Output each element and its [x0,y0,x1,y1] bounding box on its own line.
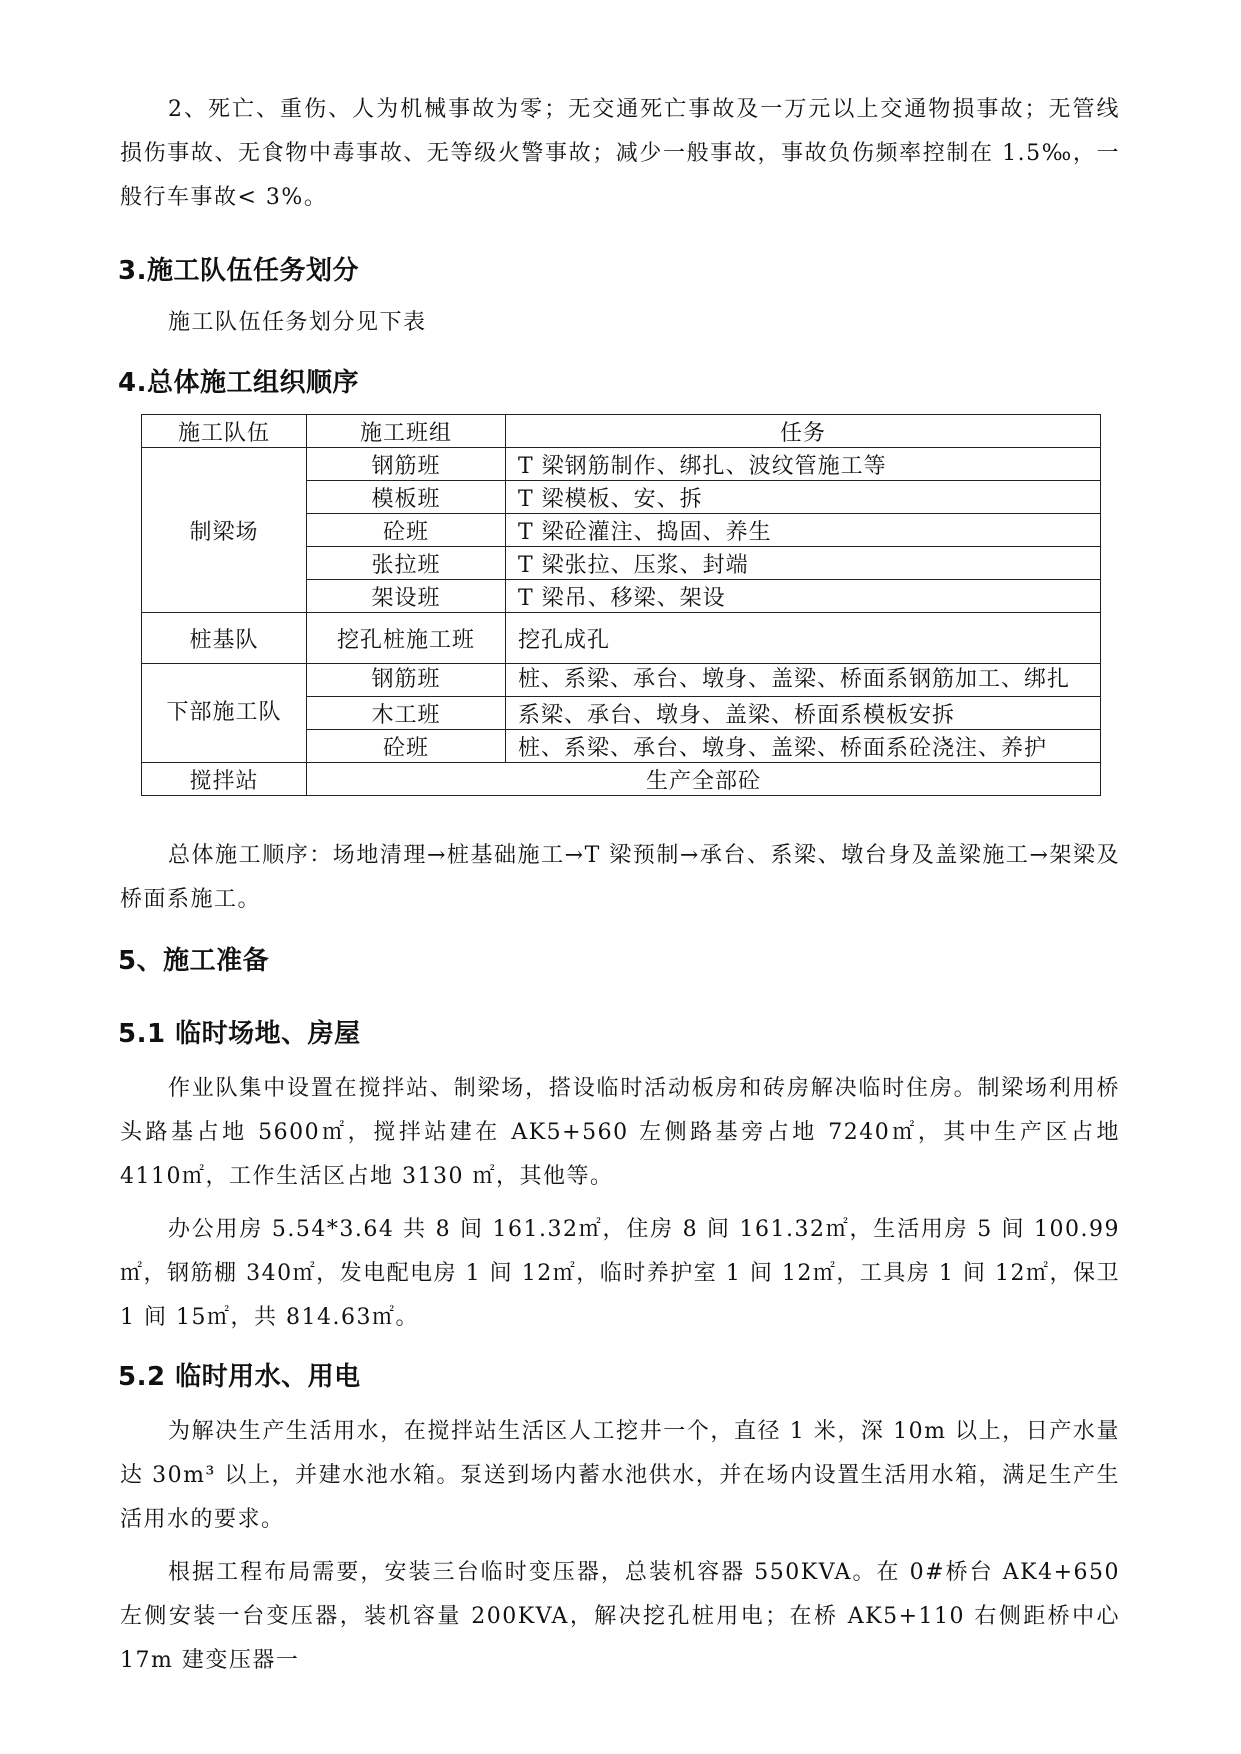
task-cell: T 梁钢筋制作、绑扎、波纹管施工等 [506,448,1101,481]
paragraph-overall-sequence: 总体施工顺序：场地清理→桩基础施工→T 梁预制→承台、系梁、墩台身及盖梁施工→架梁及桥面系施工。 [120,843,1120,912]
group-cell: 模板班 [307,481,506,514]
table-row [142,613,1101,664]
task-cell: T 梁模板、安、拆 [506,481,1101,514]
task-cell: 桩、系梁、承台、墩身、盖梁、桥面系钢筋加工、绑扎 [506,664,1101,697]
table-header-cell: 施工班组 [307,415,506,448]
group-cell: 钢筋班 [307,448,506,481]
group-cell: 钢筋班 [307,664,506,697]
task-cell: 挖孔成孔 [506,613,1101,664]
team-cell: 搅拌站 [142,763,307,796]
task-cell: 桩、系梁、承台、墩身、盖梁、桥面系砼浇注、养护 [506,730,1101,763]
paragraph-buildings: 办公用房 5.54*3.64 共 8 间 161.32㎡，住房 8 间 161.32㎡，生活用房 5 间 100.99㎡，钢筋棚 340㎡，发电配电房 1 间 12㎡，临时养护室 1 间 12㎡，工具房 1 间 12㎡，保卫 1 间 15㎡，共 814.63㎡。 [120,1217,1120,1330]
table-header-cell: 施工队伍 [142,415,307,448]
heading-construction-prep: 5、施工准备 [118,946,270,976]
team-cell: 桩基队 [142,613,307,664]
team-cell: 下部施工队 [142,664,307,763]
paragraph-power: 根据工程布局需要，安装三台临时变压器，总装机容器 550KVA。在 0#桥台 AK4+650 左侧安装一台变压器，装机容量 200KVA，解决挖孔桩用电；在桥 AK5+110 右侧距桥中心 17m 建变压器一 [120,1560,1120,1673]
task-cell: 生产全部砼 [307,763,1101,796]
task-cell: T 梁砼灌注、捣固、养生 [506,514,1101,547]
table-row [142,763,1101,796]
paragraph-safety-goals: 2、死亡、重伤、人为机械事故为零；无交通死亡事故及一万元以上交通物损事故；无管线损伤事故、无食物中毒事故、无等级火警事故；减少一般事故，事故负伤频率控制在 1.5‰，一般行车事故< 3%。 [120,97,1120,210]
paragraph-team-division: 施工队伍任务划分见下表 [168,310,427,335]
table-header-row [142,415,1101,448]
heading-water-power: 5.2 临时用水、用电 [118,1362,361,1392]
task-cell: T 梁张拉、压浆、封端 [506,547,1101,580]
table-row [142,664,1101,697]
team-task-table [141,414,1101,796]
group-cell: 木工班 [307,697,506,730]
paragraph-water: 为解决生产生活用水，在搅拌站生活区人工挖井一个，直径 1 米，深 10m 以上，日产水量达 30m³ 以上，并建水池水箱。泵送到场内蓄水池供水，并在场内设置生活用水箱，满足生产生活用水的要求。 [120,1419,1120,1532]
table-row [142,448,1101,481]
paragraph-site-layout: 作业队集中设置在搅拌站、制梁场，搭设临时活动板房和砖房解决临时住房。制梁场利用桥头路基占地 5600㎡，搅拌站建在 AK5+560 左侧路基旁占地 7240㎡，其中生产区占地 4110㎡，工作生活区占地 3130 ㎡，其他等。 [120,1076,1120,1189]
group-cell: 架设班 [307,580,506,613]
team-cell: 制梁场 [142,448,307,613]
group-cell: 砼班 [307,730,506,763]
group-cell: 砼班 [307,514,506,547]
heading-team-division: 3.施工队伍任务划分 [118,256,359,286]
task-cell: 系梁、承台、墩身、盖梁、桥面系模板安拆 [506,697,1101,730]
group-cell: 挖孔桩施工班 [307,613,506,664]
heading-temporary-site: 5.1 临时场地、房屋 [118,1019,361,1049]
group-cell: 张拉班 [307,547,506,580]
task-cell: T 梁吊、移梁、架设 [506,580,1101,613]
table-header-cell: 任务 [506,415,1101,448]
heading-organization-sequence: 4.总体施工组织顺序 [118,368,359,398]
